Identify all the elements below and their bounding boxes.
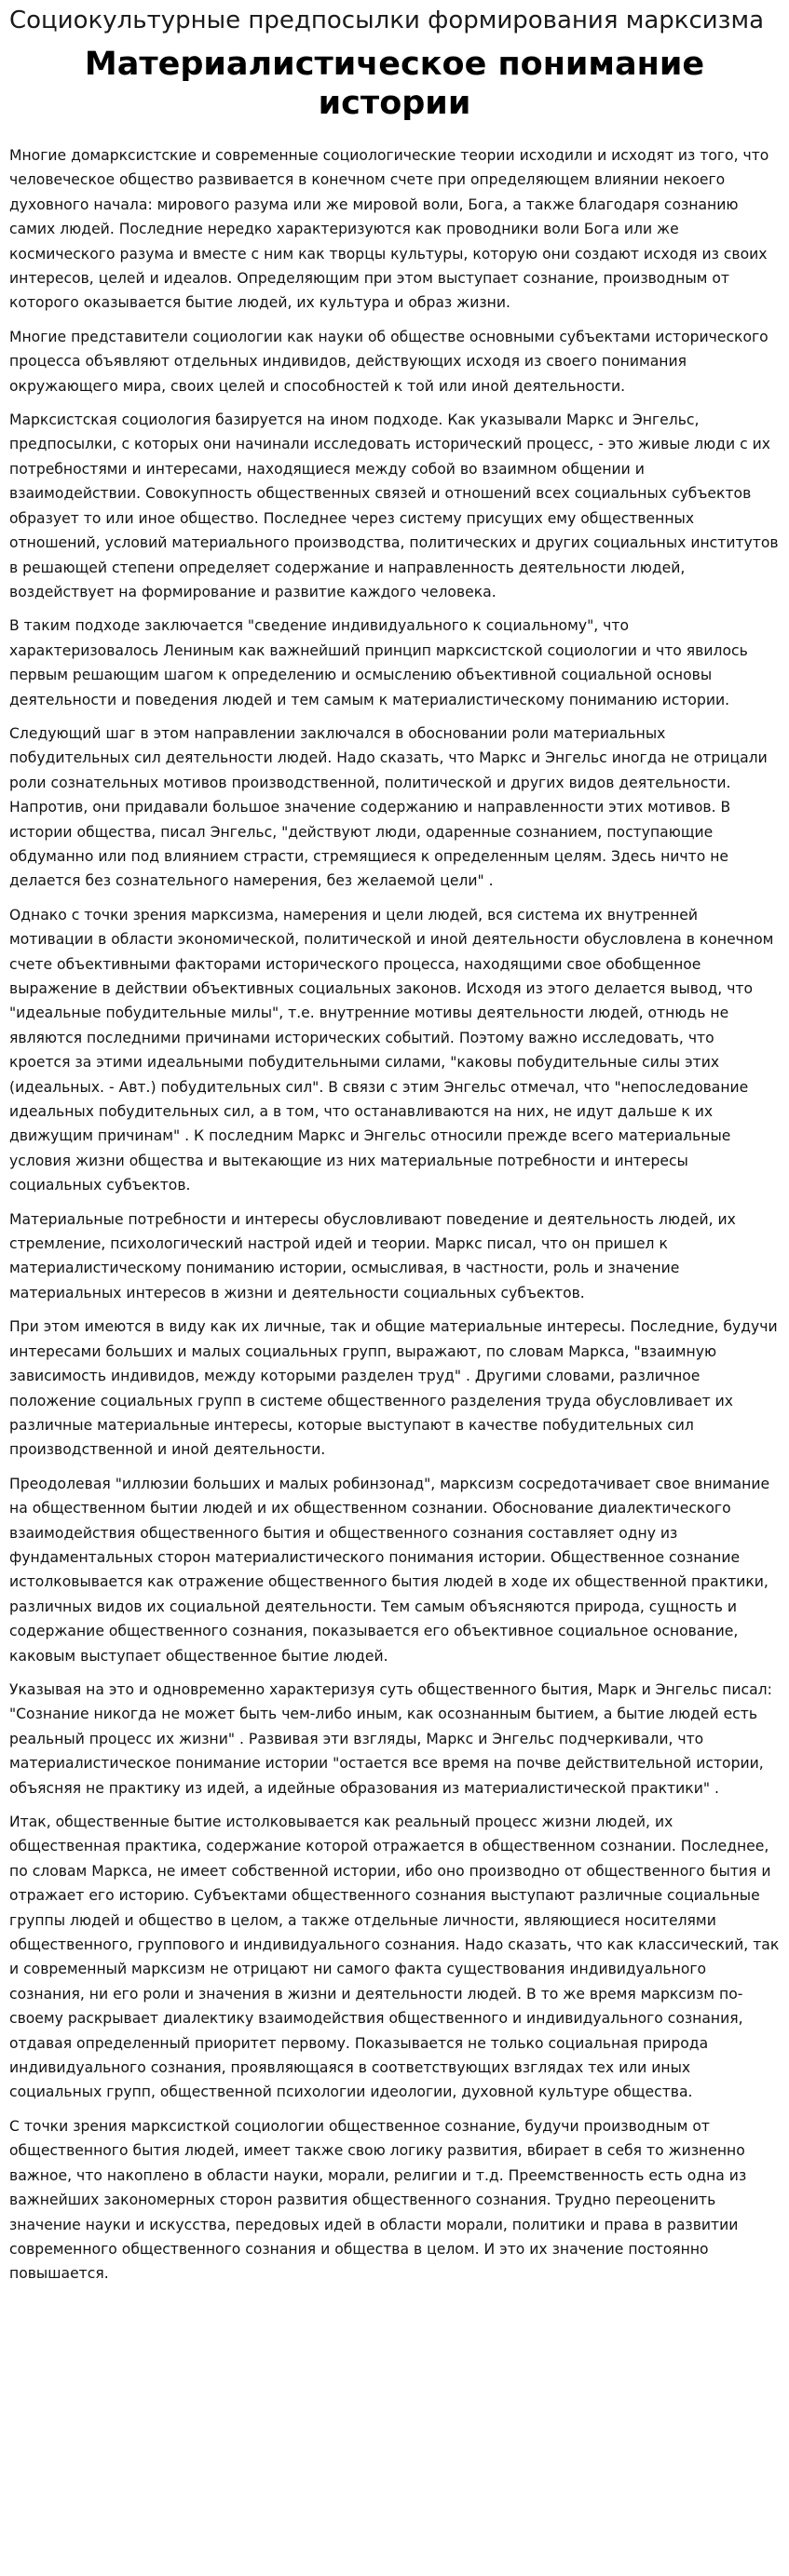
article-title: Материалистическое понимание истории — [84, 46, 705, 122]
paragraph: Многие представители социологии как науки об обществе основными субъектами исторического процесса объявляют отдельных индивидов, действующих исходя из своего понимания окружающего мира, своих целей и способностей к той или иной деятельности. — [9, 328, 769, 395]
paragraph: Материальные потребности и интересы обусловливают поведение и деятельность людей, их стремление, психологический настрой идей и теории. Маркс писал, что он пришел к материалистическому пониманию истории, осмысливая, в частности, роль и значение материальных интересов в жизни и деятельности социальных субъектов. — [9, 1210, 736, 1301]
paragraph: Однако с точки зрения марксизма, намерения и цели людей, вся система их внутренней мотивации в области экономической, политической и иной деятельности обусловлена в конечном счете объективными факторами исторического процесса, находящими свое обобщенное выражение в действии объективных социальных законов. Исходя из этого делается вывод, что "идеальные побудительные милы", т.е. внутренние мотивы деятельности людей, отнюдь не являются последними причинами исторических событий. Поэтому важно исследовать, что кроется за этими идеальными побудительными силами, "каковы побудительные силы этих (идеальных. - Авт.) побудительных сил". В связи с этим Энгельс отмечал, что "непоследование идеальных побудительных сил, а в том, что останавливаются на них, не идут дальше к их движущим причинам" . К последним Маркс и Энгельс относили прежде всего материальные условия жизни общества и вытекающие из них материальные потребности и интересы социальных субъектов. — [9, 906, 774, 1194]
paragraph: В таким подходе заключается "сведение индивидуального к социальному", что характеризовалось Лениным как важнейший принцип марксистской социологии и что явилось первым решающим шагом к определению и осмыслению объективной социальной основы деятельности и поведения людей и тем самым к материалистическому пониманию истории. — [9, 617, 748, 708]
paragraph: Многие домарксистские и современные социологические теории исходили и исходят из того, что человеческое общество развивается в конечном счете при определяющем влиянии некоего духовного начала: мирового разума или же мировой воли, Бога, а также благодаря сознанию самих людей. Последние нередко характеризуются как проводники воли Бога или же космического разума и вместе с ним как творцы культуры, которую они создают исходя из своих интересов, целей и идеалов. Определяющим при этом выступает сознание, производным от которого оказывается бытие людей, их культура и образ жизни. — [9, 147, 769, 312]
paragraph: При этом имеются в виду как их личные, так и общие материальные интересы. Последние, будучи интересами больших и малых социальных групп, выражают, по словам Маркса, "взаимную зависимость индивидов, между которыми разделен труд" . Другими словами, различное положение социальных групп в системе общественного разделения труда обусловливает их различные материальные интересы, которые выступают в качестве побудительных сил производственной и иной деятельности. — [9, 1318, 778, 1459]
paragraph: Преодолевая "иллюзии больших и малых робинзонад", марксизм сосредотачивает свое внимание на общественном бытии людей и их общественном сознании. Обоснование диалектического взаимодействия общественного бытия и общественного сознания составляет одну из фундаментальных сторон материалистического понимания истории. Общественное сознание истолковывается как отражение общественного бытия людей в ходе их общественной практики, различных видов их социальной деятельности. Тем самым объясняются природа, сущность и содержание общественного сознания, показывается его объективное социальное основание, каковым выступает общественное бытие людей. — [9, 1475, 770, 1665]
article-body — [9, 143, 780, 2286]
paragraph: Следующий шаг в этом направлении заключался в обосновании роли материальных побудительных сил деятельности людей. Надо сказать, что Маркс и Энгельс иногда не отрицали роли сознательных мотивов производственной, политической и других видов деятельности. Напротив, они придавали большое значение содержанию и направленности этих мотивов. В истории общества, писал Энгельс, "действуют люди, одаренные сознанием, поступающие обдуманно или под влиянием страсти, стремящиеся к определенным целям. Здесь ничто не делается без сознательного намерения, без желаемой цели" . — [9, 724, 768, 890]
site-title: Социокультурные предпосылки формирования марксизма — [9, 7, 765, 34]
paragraph: Итак, общественные бытие истолковывается как реальный процесс жизни людей, их общественная практика, содержание которой отражается в общественном сознании. Последнее, по словам Маркса, не имеет собственной истории, ибо оно производно от общественного бытия и отражает его историю. Субъектами общественного сознания выступают различные социальные группы людей и общество в целом, а также отдельные личности, являющиеся носителями общественного, группового и индивидуального сознания. Надо сказать, что как классический, так и современный марксизм не отрицают ни самого факта существования индивидуального сознания, ни его роли и значения в жизни и деятельности людей. В то же время марксизм по-своему раскрывает диалектику взаимодействия общественного и индивидуального сознания, отдавая определенный приоритет первому. Показывается не только социальная природа индивидуального сознания, проявляющаяся в соответствующих взглядах тех или иных социальных групп, общественной психологии идеологии, духовной культуре общества. — [9, 1814, 780, 2101]
paragraph: Марксистская социология базируется на ином подходе. Как указывали Маркс и Энгельс, предпосылки, с которых они начинали исследовать исторический процесс, - это живые люди с их потребностями и интересами, находящиеся между собой во взаимном общении и взаимодействии. Совокупность общественных связей и отношений всех социальных субъектов образует то или иное общество. Последнее через систему присущих ему общественных отношений, условий материального производства, политических и других социальных институтов в решающей степени определяет содержание и направленность деятельности людей, воздействует на формирование и развитие каждого человека. — [9, 411, 779, 600]
paragraph: С точки зрения марксисткой социологии общественное сознание, будучи производным от общественного бытия людей, имеет также свою логику развития, вбирает в себя то жизненно важное, что накоплено в области науки, морали, религии и т.д. Преемственность есть одна из важнейших закономерных сторон развития общественного сознания. Трудно переоценить значение науки и искусства, передовых идей в области морали, политики и права в развитии современного общественного сознания и общества в целом. И это их значение постоянно повышается. — [9, 2117, 747, 2283]
paragraph: Указывая на это и одновременно характеризуя суть общественного бытия, Марк и Энгельс писал: "Сознание никогда не может быть чем-либо иным, как осознанным бытием, а бытие людей есть реальный процесс их жизни" . Развивая эти взгляды, Маркс и Энгельс подчеркивали, что материалистическое понимание истории "остается все время на почве действительной истории, объясняя не практику из идей, а идейные образования из материалистической практики" . — [9, 1680, 772, 1797]
